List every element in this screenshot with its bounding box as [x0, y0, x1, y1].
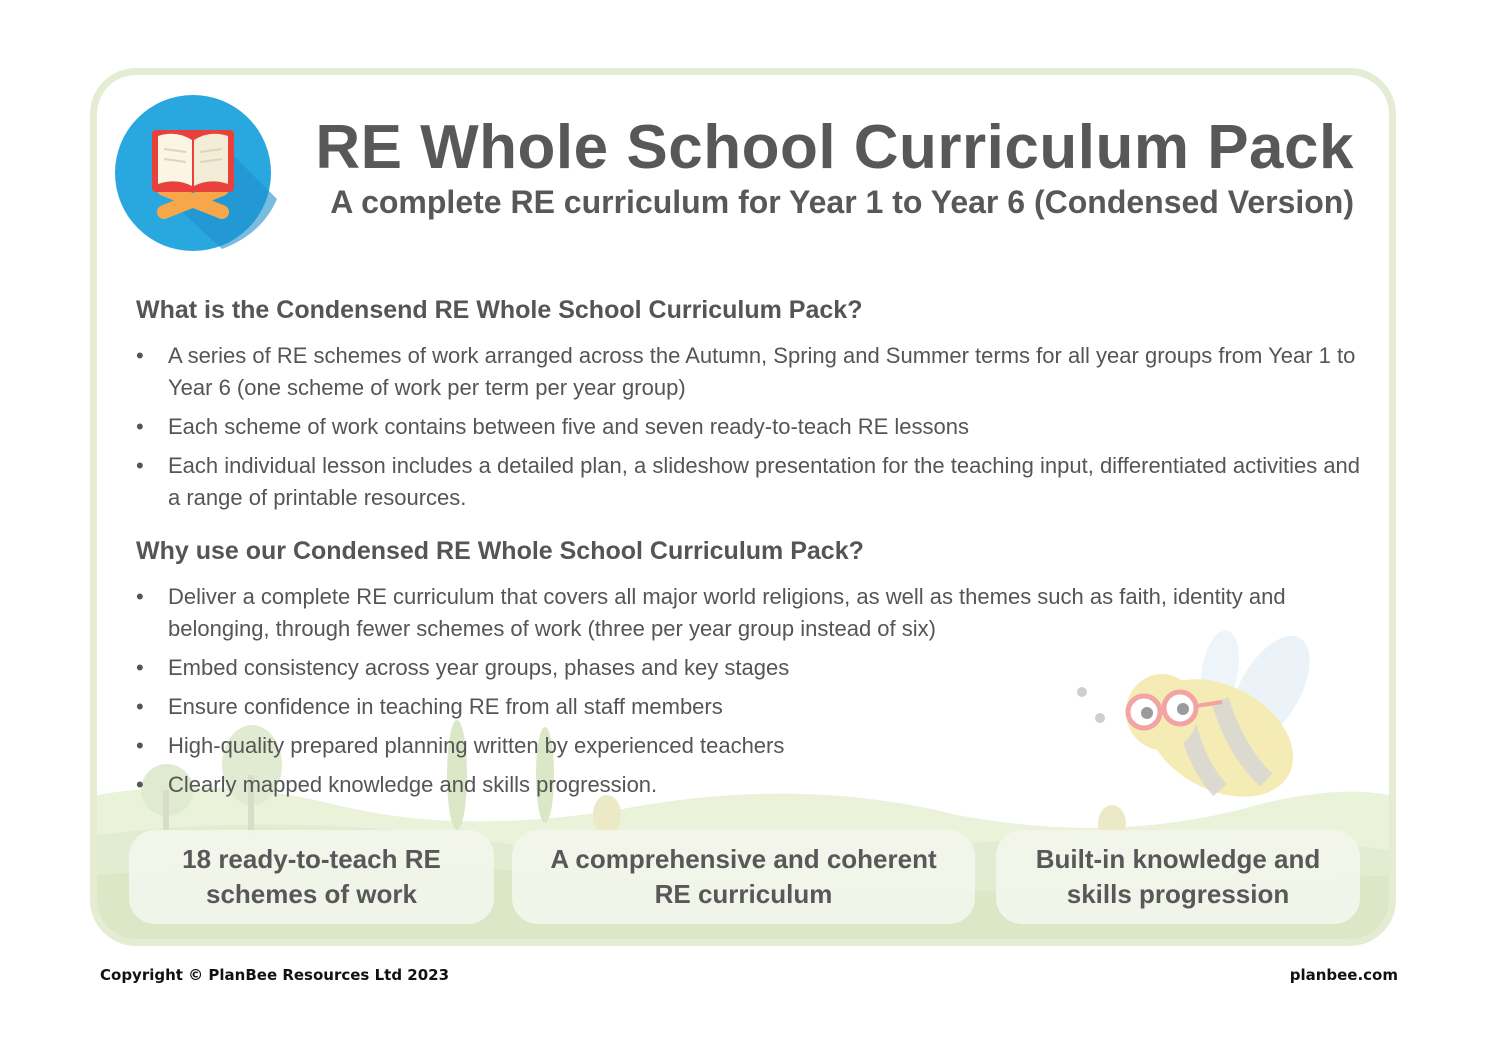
feature-label: A comprehensive and coherent RE curriculum — [550, 844, 937, 909]
section-heading-what: What is the Condensend RE Whole School Curriculum Pack? — [136, 296, 863, 324]
feature-box-curriculum — [512, 830, 975, 924]
list-item: • Embed consistency across year groups, phases and key stages — [136, 652, 1366, 684]
feature-label: Built-in knowledge and skills progression — [1035, 844, 1321, 909]
page-subtitle: A complete RE curriculum for Year 1 to Year 6 (Condensed Version) — [330, 184, 1354, 220]
bee-mascot-icon — [1070, 630, 1330, 810]
list-item: • High-quality prepared planning written by experienced teachers — [136, 730, 1366, 762]
list-item: • Ensure confidence in teaching RE from all staff members — [136, 691, 1366, 723]
list-item: • Each individual lesson includes a detailed plan, a slideshow presentation for the teaching input, differentiated activities and a range of printable resources. — [136, 450, 1366, 514]
open-book-icon — [112, 94, 278, 252]
list-item: • A series of RE schemes of work arranged across the Autumn, Spring and Summer terms for all year groups from Year 1 to Year 6 (one scheme of work per term per year group) — [136, 340, 1366, 404]
list-item: • Deliver a complete RE curriculum that covers all major world religions, as well as themes such as faith, identity and belonging, through fewer schemes of work (three per year group instead of six) — [136, 581, 1366, 645]
section-heading-why: Why use our Condensed RE Whole School Curriculum Pack? — [136, 537, 864, 565]
list-item: • Each scheme of work contains between five and seven ready-to-teach RE lessons — [136, 411, 1366, 443]
feature-box-progression — [996, 830, 1360, 924]
what-bullet-list — [136, 340, 1366, 521]
feature-label: 18 ready-to-teach RE schemes of work — [182, 844, 441, 909]
list-item: • Clearly mapped knowledge and skills progression. — [136, 769, 1366, 801]
page-title: RE Whole School Curriculum Pack — [315, 113, 1354, 182]
copyright-text: Copyright © PlanBee Resources Ltd 2023 — [100, 966, 450, 984]
feature-box-schemes — [129, 830, 494, 924]
website-link[interactable]: planbee.com — [1289, 966, 1398, 984]
